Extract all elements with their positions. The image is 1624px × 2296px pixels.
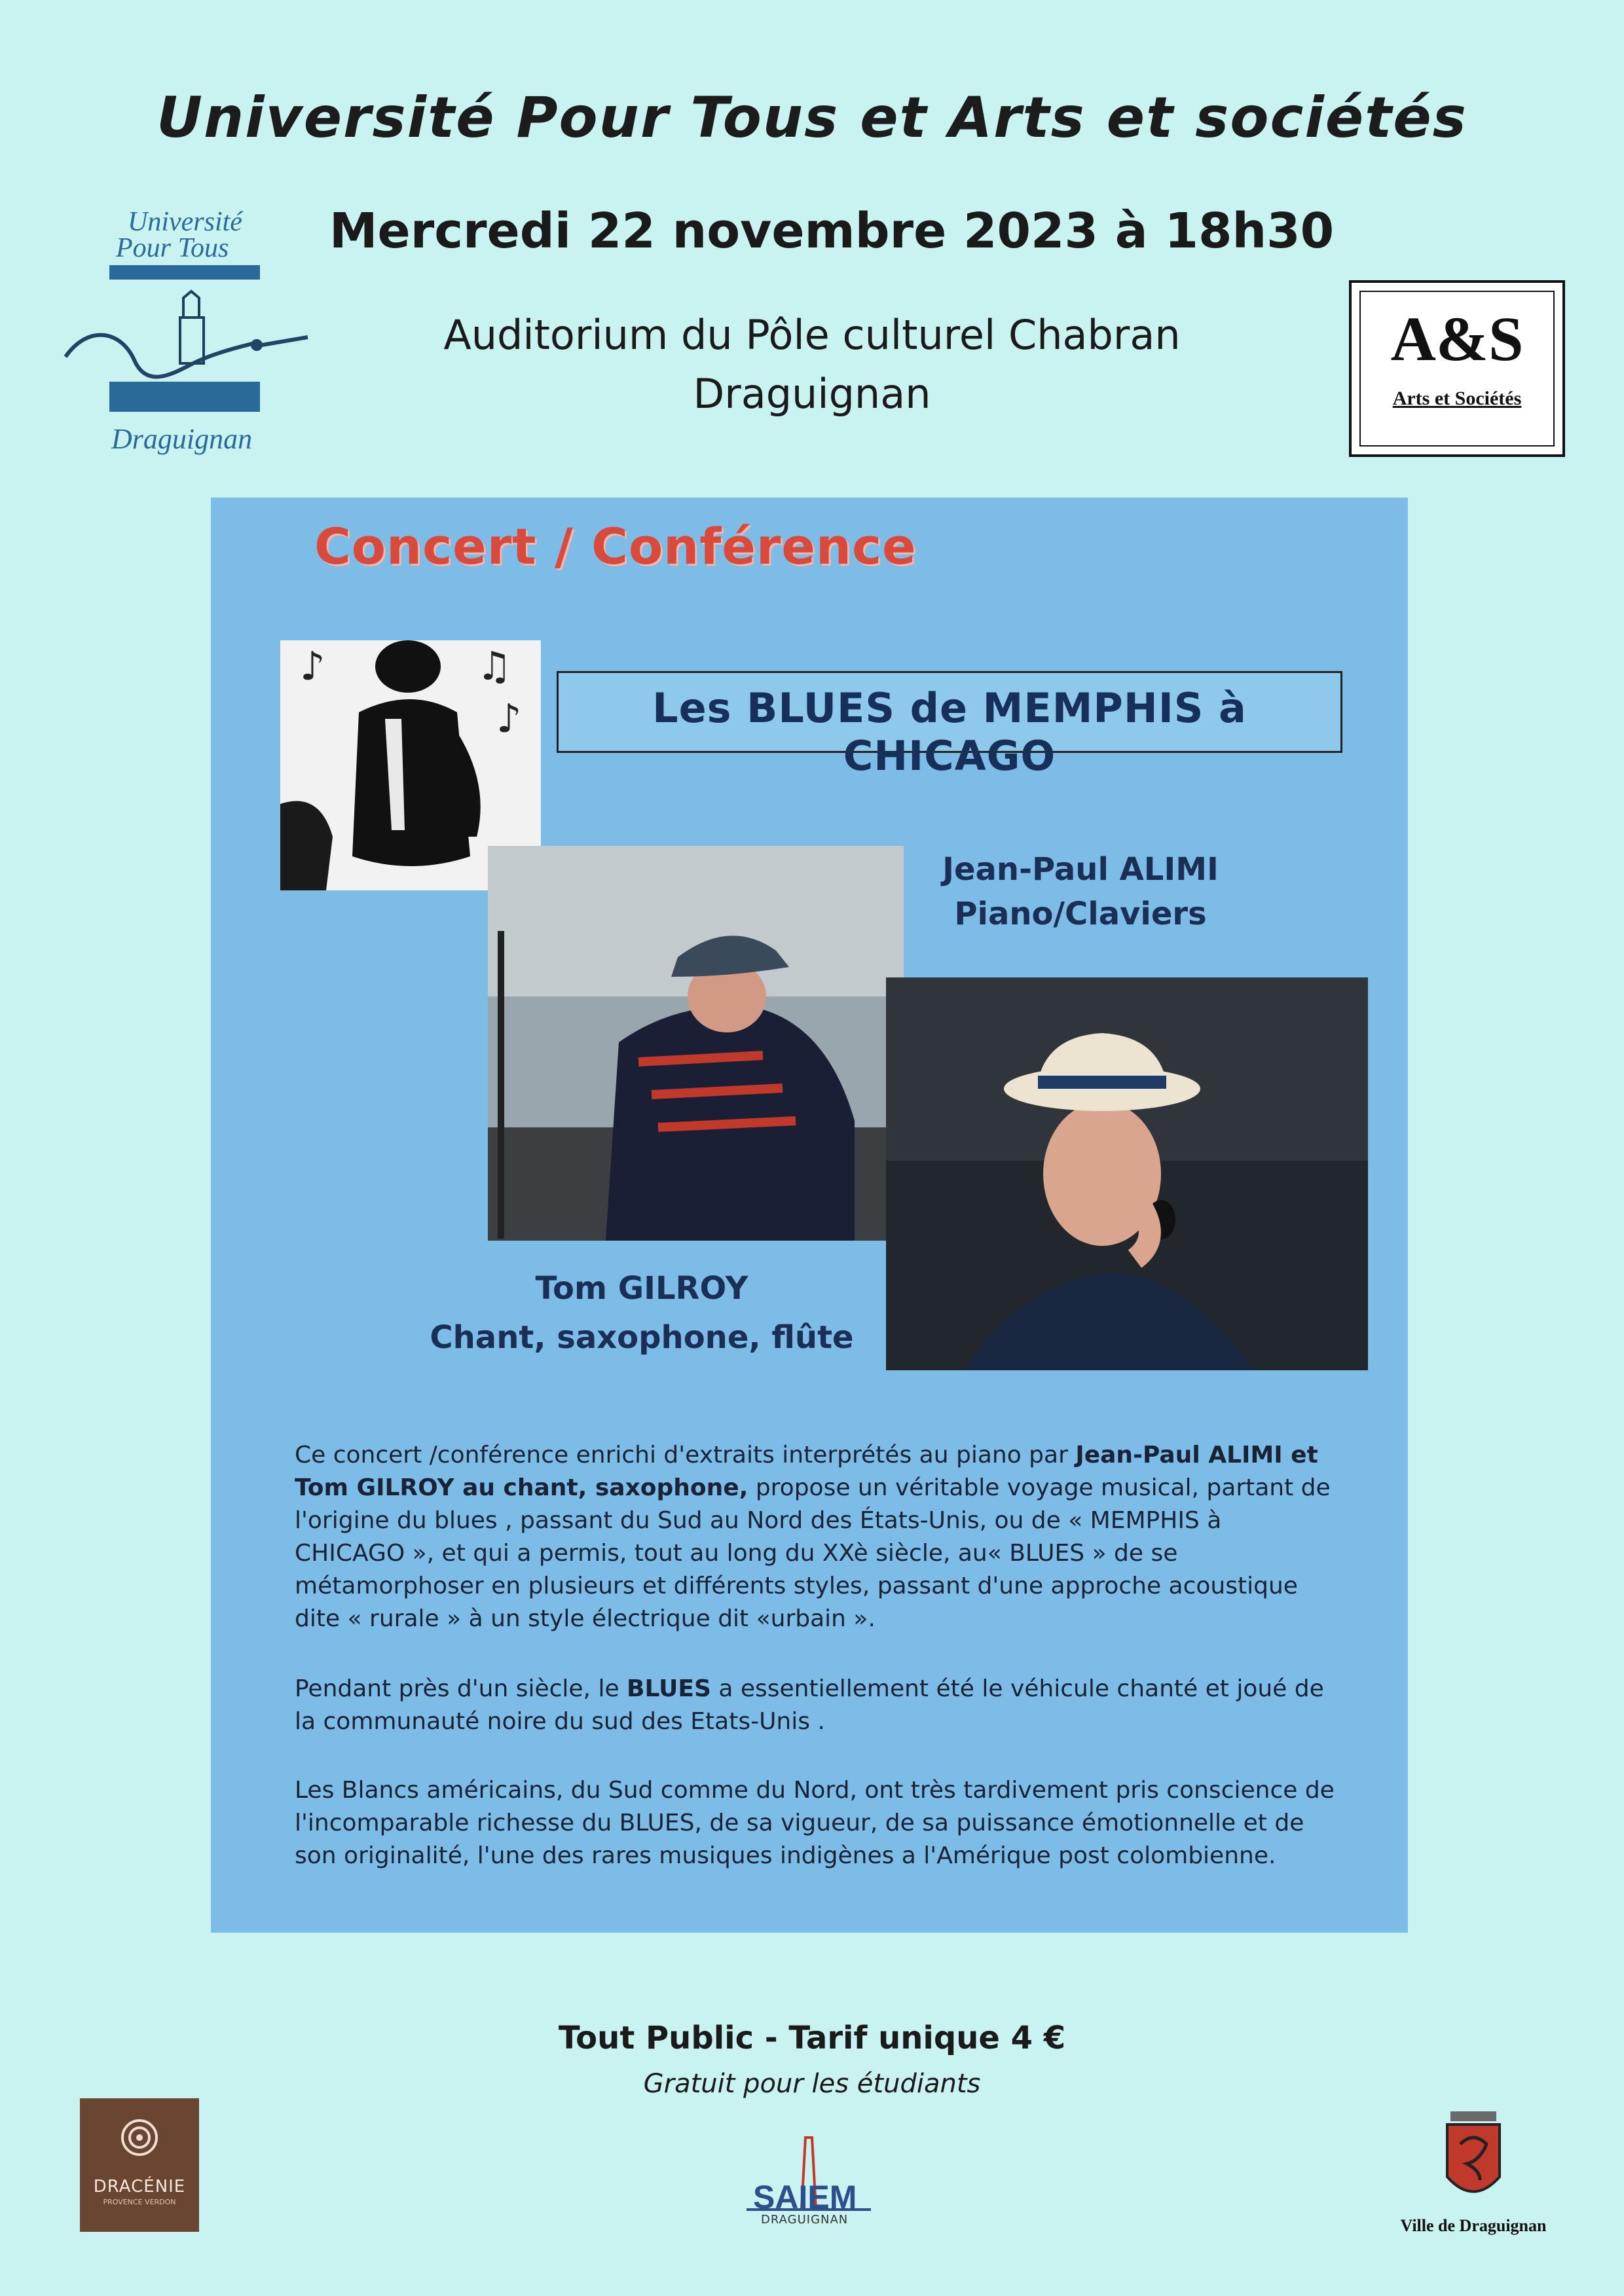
description-p1-bold: Jean-Paul ALIMI et Tom GILROY au chant, saxophone, xyxy=(295,1442,1318,1501)
event-kind: Concert / Conférence xyxy=(314,517,917,575)
performer2-role: Chant, saxophone, flûte xyxy=(430,1319,854,1356)
upt-logo-city: Draguignan xyxy=(111,423,253,455)
arts-et-societes-logo xyxy=(1349,280,1565,457)
as-mark: A&S xyxy=(1390,304,1524,374)
as-name: Arts et Sociétés xyxy=(1392,388,1522,409)
universite-pour-tous-logo xyxy=(62,206,318,455)
page-title: Université Pour Tous et Arts et sociétés xyxy=(157,85,1467,151)
venue-name: Auditorium du Pôle culturel Chabran xyxy=(443,311,1181,359)
svg-text:♪: ♪ xyxy=(300,644,325,689)
description-paragraph-2 xyxy=(295,1673,1336,1738)
dracenie-logo xyxy=(80,2098,199,2232)
description-p1-text-a: Ce concert /conférence enrichi d'extraits interprétés au piano par xyxy=(295,1442,1076,1468)
svg-text:♪: ♪ xyxy=(496,696,522,742)
saiem-name: SAIEM xyxy=(753,2179,857,2215)
upt-emblem-icon xyxy=(62,206,318,422)
ville-name: Ville de Draguignan xyxy=(1400,2216,1547,2235)
pianist-photo xyxy=(488,846,904,1241)
city-crest-icon xyxy=(1382,2098,1565,2216)
dracenie-emblem-icon xyxy=(80,2098,199,2170)
student-free-info: Gratuit pour les étudiants xyxy=(643,2069,981,2099)
description-paragraph-1 xyxy=(295,1439,1336,1635)
svg-text:♫: ♫ xyxy=(477,644,512,689)
description-paragraph-3: Les Blancs américains, du Sud comme du Nord, ont très tardivement pris conscience de l'incomparable richesse du BLUES, de sa vigueur, de sa puissance émotionnelle et de son originalité, l'une des rares musiques indigènes a l'Amérique post colombienne. xyxy=(295,1777,1335,1869)
performer2-name: Tom GILROY xyxy=(535,1270,748,1307)
event-title: Les BLUES de MEMPHIS à CHICAGO xyxy=(652,684,1247,780)
dracenie-sub: PROVENCE VERDON xyxy=(103,2198,176,2206)
ville-de-draguignan-logo xyxy=(1382,2098,1565,2242)
singer-photo xyxy=(886,977,1368,1370)
saiem-logo xyxy=(733,2131,884,2229)
dracenie-name: DRACÉNIE xyxy=(93,2177,186,2196)
upt-logo-line2: Pour Tous xyxy=(116,233,229,263)
upt-logo-line1: Université xyxy=(128,207,242,237)
description-p2-text-c: a essentiellement été le véhicule chanté et joué de la communauté noire du sud des Etats-Unis . xyxy=(295,1675,1324,1735)
performer1-role: Piano/Claviers xyxy=(954,896,1207,932)
description-p2-text-a: Pendant près d'un siècle, le xyxy=(295,1675,627,1702)
description-p1-text-c: propose un véritable voyage musical, partant de l'origine du blues , passant du Sud au Nord des États-Unis, ou de « MEMPHIS à CHICAGO », et qui a permis, tout au long du XXè siècle, au« BLUES » de se métamorphoser en plusieurs et différents styles, passant d'une approche acoustique dite « rurale » à un style électrique dit «urbain ». xyxy=(295,1474,1331,1632)
performer1-name: Jean-Paul ALIMI xyxy=(942,851,1219,888)
event-date: Mercredi 22 novembre 2023 à 18h30 xyxy=(329,203,1335,259)
description-p2-bold: BLUES xyxy=(627,1675,711,1702)
price-info: Tout Public - Tarif unique 4 € xyxy=(558,2020,1066,2056)
saiem-sub: DRAGUIGNAN xyxy=(761,2213,849,2227)
venue-city: Draguignan xyxy=(693,370,931,418)
